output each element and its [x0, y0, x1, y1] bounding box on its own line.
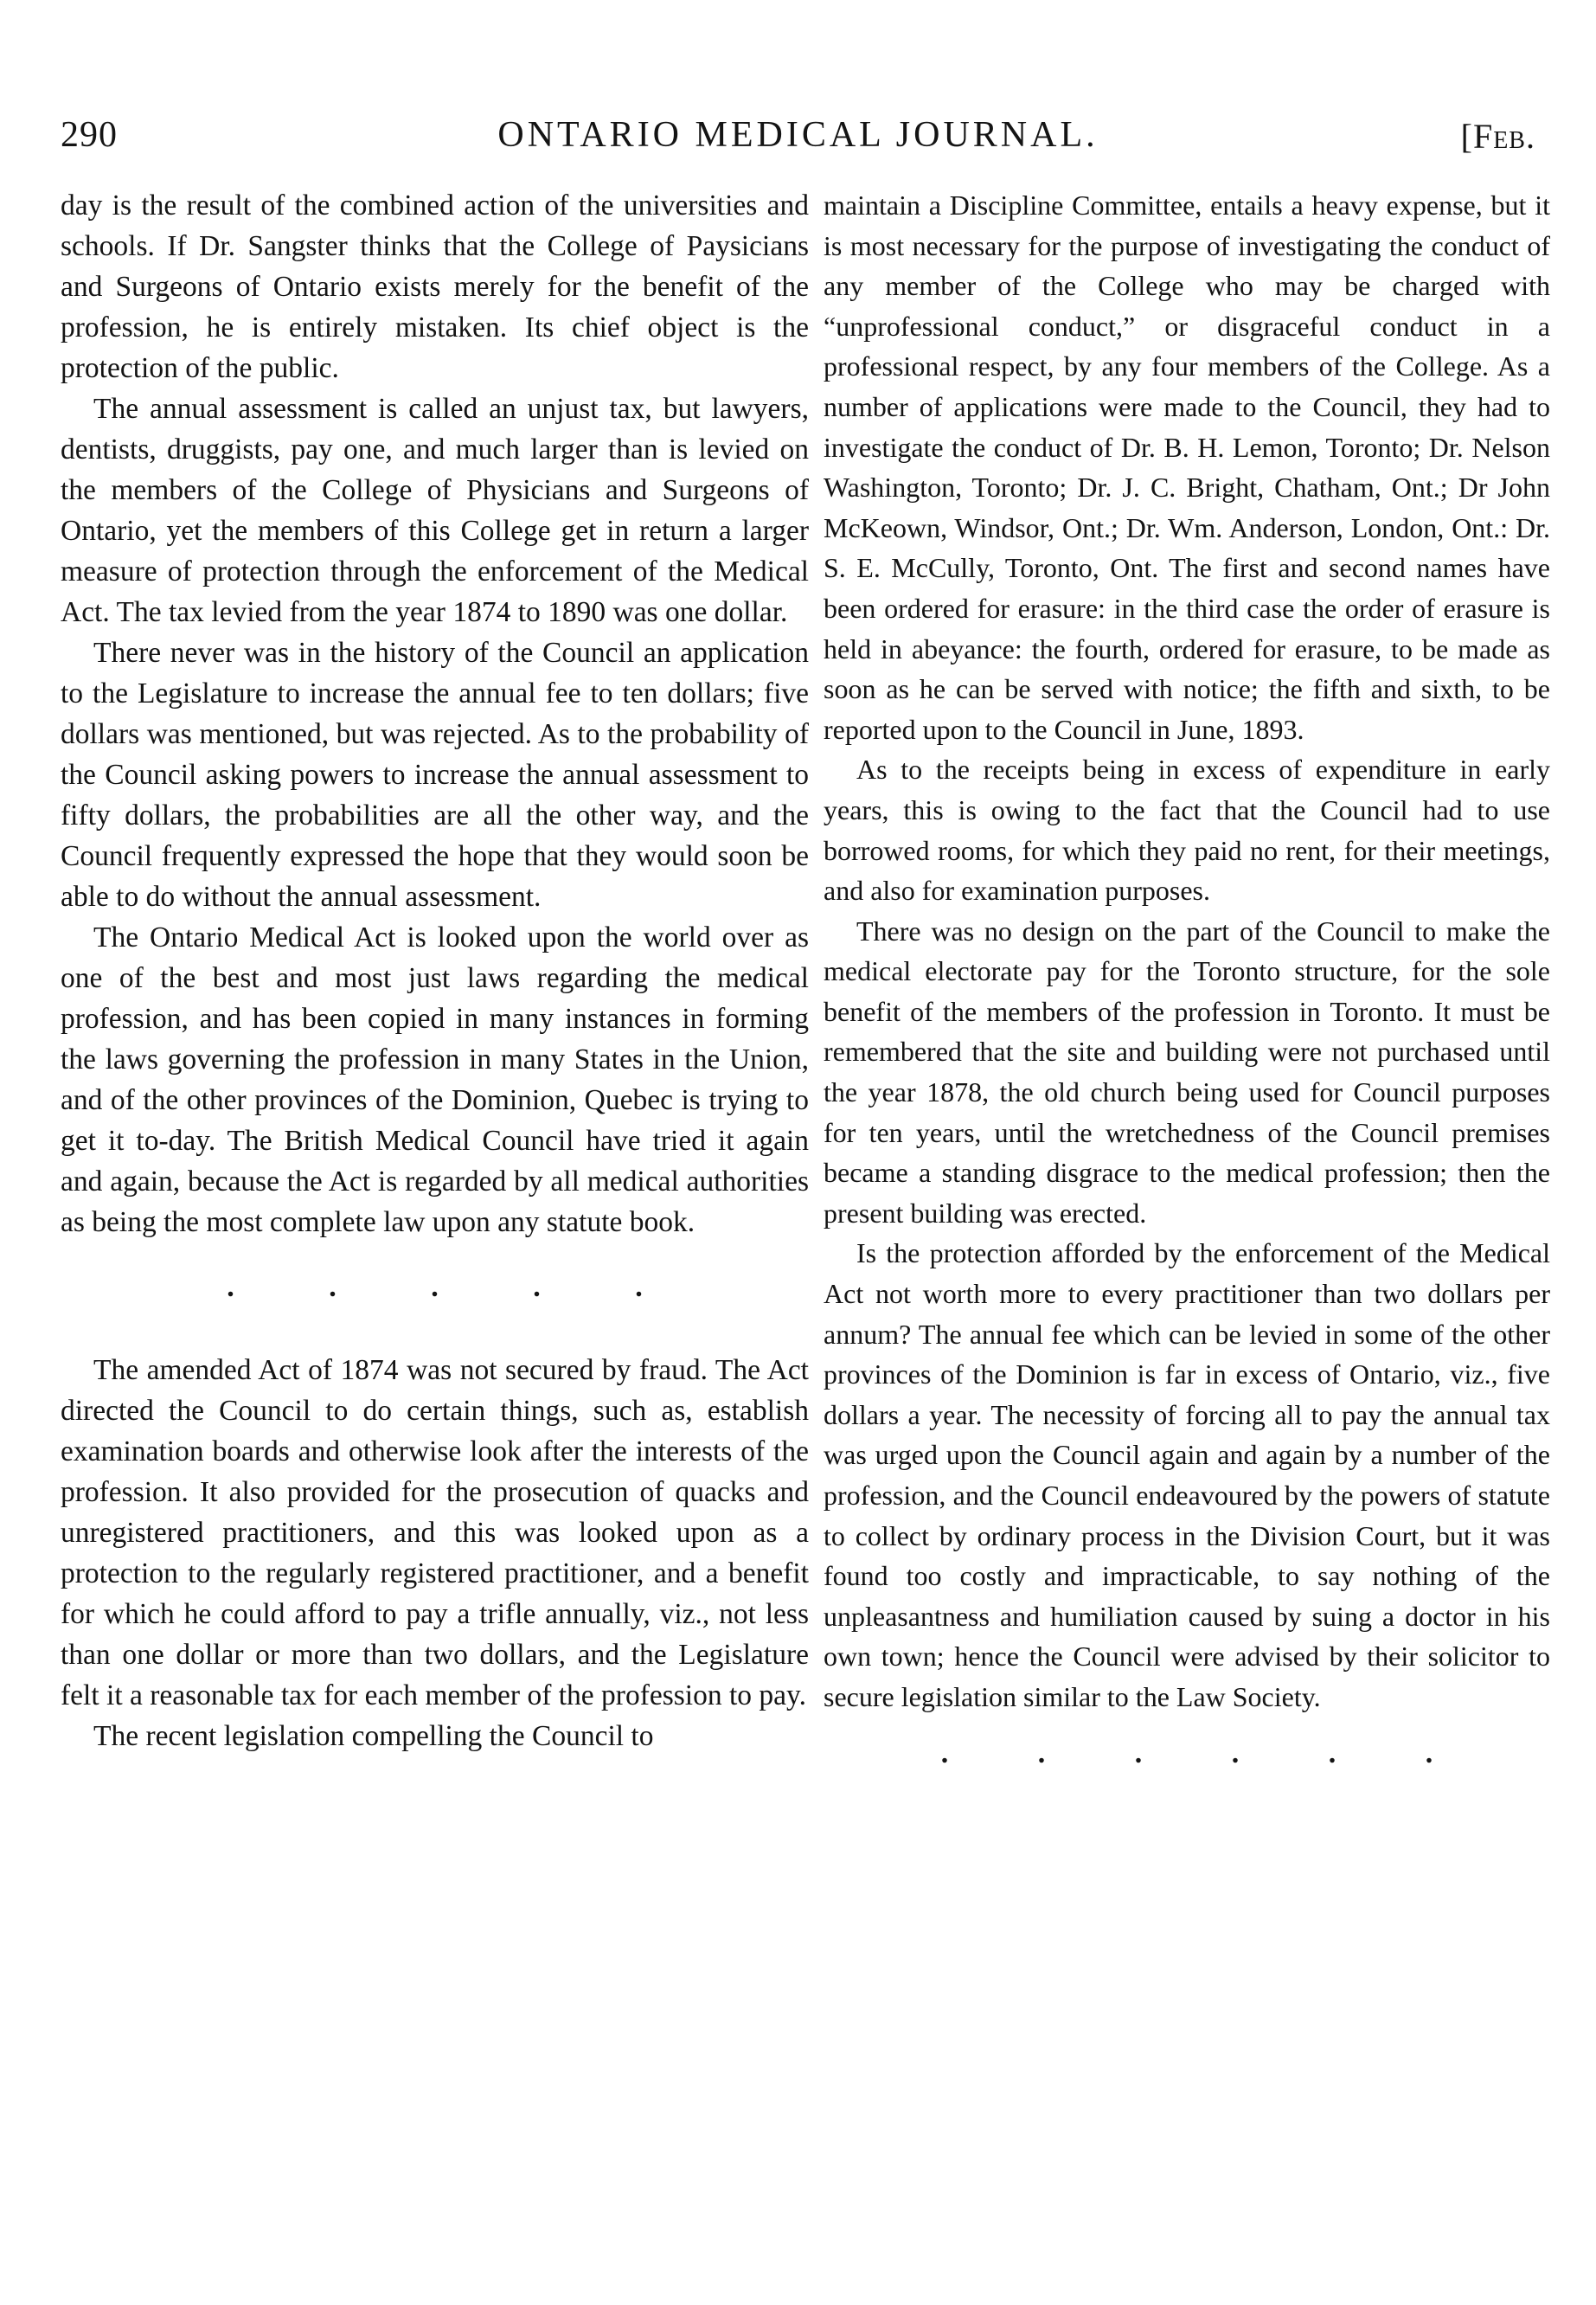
separator-dot: .	[1425, 1737, 1433, 1769]
left-column	[61, 185, 809, 1756]
paragraph: The amended Act of 1874 was not secured by fraud. The Act directed the Council to do certain things, such as, establish examination boards and otherwise look after the interests of the profession. It also provided for the prosecution of quacks and unregistered practitioners, and this was looked upon as a protection to the regularly registered practitioner, and a benefit for which he could afford to pay a trifle annually, viz., not less than one dollar or more than two dollars, and the Legislature felt it a reasonable tax for each member of the profession to pay.	[61, 1354, 809, 1711]
separator-dot: .	[431, 1271, 439, 1303]
separator-dot: .	[227, 1271, 234, 1303]
separator-dot: .	[329, 1271, 337, 1303]
separator-dot: .	[1134, 1737, 1143, 1769]
running-title: ONTARIO MEDICAL JOURNAL.	[497, 115, 1099, 155]
page-header	[61, 114, 1535, 166]
paragraph: The recent legislation compelling the Council to	[93, 1720, 654, 1752]
paragraph: As to the receipts being in excess of expenditure in early years, this is owing to the fact that the Council had to use borrowed rooms, for which they paid no rent, for their meetings, and also for examination purposes.	[824, 754, 1550, 907]
paragraph: Is the protection afforded by the enforcement of the Medical Act not worth more to every practitioner than two dollars per annum? The annual fee which can be levied in some of the other provinces of the Dominion is far in excess of Ontario, viz., five dollars a year. The necessity of forcing all to pay the annual tax was urged upon the Council again and again by a number of the profession, and the Council endeavoured by the powers of statute to collect by ordinary process in the Division Court, but it was found too costly and impracticable, to say nothing of the unpleasantness and humiliation caused by suing a doctor in his own town; hence the Council were advised by their solicitor to secure legislation similar to the Law Society.	[824, 1237, 1550, 1712]
separator-dot: .	[940, 1737, 949, 1769]
paragraph: There was no design on the part of the Council to make the medical electorate pay for the Toronto structure, for the sole benefit of the members of the profession in Toronto. It must be remembered that the site and building were not purchased until the year 1878, the old church being used for Council purposes for ten years, until the wretchedness of the Council premises became a standing disgrace to the medical profession; then the present building was erected.	[824, 915, 1550, 1229]
section-separator	[61, 1267, 809, 1301]
page-number: 290	[61, 115, 118, 155]
section-separator	[824, 1733, 1550, 1768]
right-column	[824, 185, 1550, 1768]
separator-dot: .	[1328, 1737, 1336, 1769]
separator-dot: .	[1231, 1737, 1240, 1769]
issue-month: [Feb.	[1460, 117, 1535, 156]
paragraph: The annual assessment is called an unjust tax, but lawyers, dentists, druggists, pay one, and much larger than is levied on the members of the College of Physicians and Surgeons of Ontario, yet the members of this College get in return a larger measure of protection through the enforcement of the Medical Act. The tax levied from the year 1874 to 1890 was one dollar.	[61, 393, 809, 628]
separator-dot: .	[635, 1271, 643, 1303]
paragraph: maintain a Discipline Committee, entails a heavy expense, but it is most necessary for the purpose of investigating the conduct of any member of the College who may be charged with “unprofessional conduct,” or disgraceful conduct in a professional respect, by any four members of the College. As a number of applications were made to the Council, they had to investigate the conduct of Dr. B. H. Lemon, Toronto; Dr. Nelson Washington, Toronto; Dr. J. C. Bright, Chatham, Ont.; Dr John McKeown, Windsor, Ont.; Dr. Wm. Anderson, London, Ont.: Dr. S. E. McCully, Toronto, Ont. The first and second names have been ordered for erasure: in the third case the order of erasure is held in abeyance: the fourth, ordered for erasure, to be made as soon as he can be served with notice; the fifth and sixth, to be reported upon to the Council in June, 1893.	[824, 189, 1550, 745]
paragraph: There never was in the history of the Council an application to the Legislature to increase the annual fee to ten dollars; five dollars was mentioned, but was rejected. As to the probability of the Council asking powers to increase the annual assessment to fifty dollars, the probabilities are all the other way, and the Council frequently expressed the hope that they would soon be able to do without the annual assessment.	[61, 637, 809, 913]
separator-dot: .	[1037, 1737, 1046, 1769]
separator-dot: .	[533, 1271, 541, 1303]
paragraph: The Ontario Medical Act is looked upon the world over as one of the best and most just laws regarding the medical profession, and has been copied in many instances in forming the laws governing the profession in many States in the Union, and of the other provinces of the Dominion, Quebec is trying to get it to-day. The British Medical Council have tried it again and again, because the Act is regarded by all medical authorities as being the most complete law upon any statute book.	[61, 921, 809, 1238]
paragraph: day is the result of the combined action of the universities and schools. If Dr. Sangster thinks that the College of Paysicians and Surgeons of Ontario exists merely for the benefit of the profession, he is entirely mistaken. Its chief object is the protection of the public.	[61, 189, 809, 384]
